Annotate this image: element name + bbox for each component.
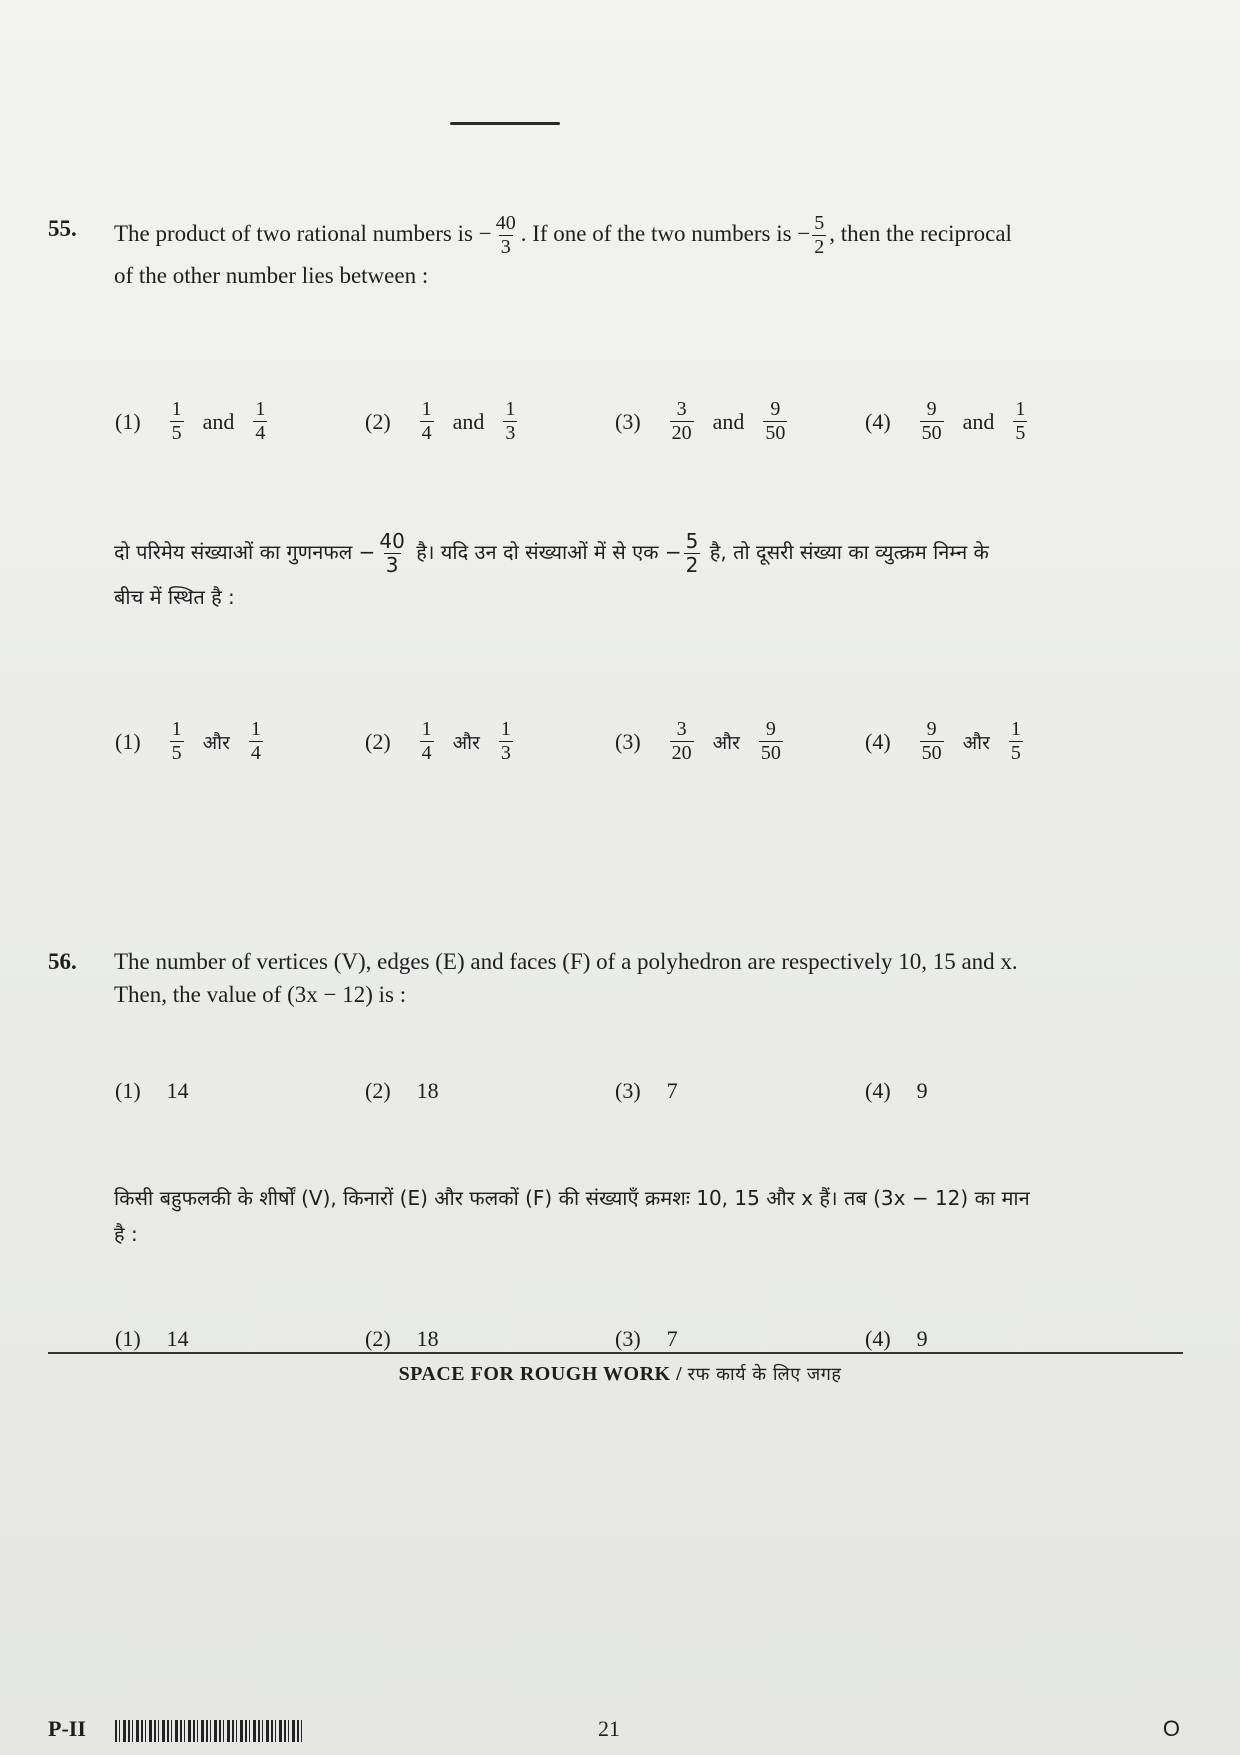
option-number: (4) <box>865 408 891 434</box>
option-value: 9 <box>916 1326 928 1351</box>
q55-frac2-sign: − <box>797 220 811 246</box>
option-conjunction: और <box>452 731 480 754</box>
q55-hindi-line2: बीच में स्थित है : <box>114 585 235 609</box>
option-3 <box>615 718 786 765</box>
option-fraction-b-denominator: 50 <box>765 422 786 444</box>
option-conjunction: and <box>962 408 995 434</box>
page-number: 21 <box>598 1716 620 1741</box>
option-fraction-b <box>1013 398 1027 445</box>
option-number: (3) <box>615 408 641 434</box>
option-fraction-a <box>170 718 184 765</box>
option-fraction-b-denominator: 5 <box>1015 422 1026 444</box>
q55-text-part1: The product of two rational numbers is <box>114 220 473 246</box>
option-fraction-b-denominator: 4 <box>255 422 266 444</box>
option-fraction-a <box>420 398 434 445</box>
option-fraction-a-numerator: 3 <box>676 398 687 420</box>
option-number: (1) <box>115 728 141 754</box>
paper-code: P-II <box>48 1716 86 1741</box>
q55-text-part3: , then the reciprocal <box>829 220 1012 246</box>
q55-hindi-part3: है, तो दूसरी संख्या का व्युत्क्रम निम्न के <box>709 540 989 564</box>
q55-text-line2: of the other number lies between : <box>114 263 429 288</box>
option-fraction-a-denominator: 5 <box>171 422 182 444</box>
divider-line <box>48 1352 1183 1354</box>
option-conjunction: और <box>712 731 740 754</box>
question-55-english <box>48 212 1198 292</box>
option-value: 7 <box>666 1326 678 1351</box>
option-fraction-b <box>763 398 787 445</box>
option-conjunction: और <box>202 731 230 754</box>
rough-work-hindi: रफ कार्य के लिए जगह <box>687 1364 842 1385</box>
option-fraction-a-numerator: 1 <box>421 398 432 420</box>
option-2 <box>365 1326 439 1352</box>
option-4 <box>865 718 1026 765</box>
option-fraction-b-numerator: 1 <box>1010 718 1021 740</box>
option-fraction-a <box>670 398 694 445</box>
option-fraction-a-numerator: 1 <box>171 398 182 420</box>
option-fraction-a-numerator: 3 <box>676 718 687 740</box>
option-fraction-b-numerator: 1 <box>1015 398 1026 420</box>
option-value: 9 <box>916 1078 928 1103</box>
option-3 <box>615 1326 678 1352</box>
q55-text-part2: . If one of the two numbers is <box>520 220 792 246</box>
option-number: (3) <box>615 728 641 754</box>
option-4 <box>865 1326 928 1352</box>
option-2 <box>365 1078 439 1104</box>
option-3 <box>615 1078 678 1104</box>
option-fraction-b <box>503 398 517 445</box>
q56-hindi-line2: है : <box>114 1222 138 1246</box>
question-number: 55. <box>48 216 77 241</box>
option-fraction-a-denominator: 5 <box>171 742 182 764</box>
option-fraction-b-denominator: 3 <box>500 742 511 764</box>
option-1 <box>115 1078 189 1104</box>
option-fraction-b <box>1009 718 1023 765</box>
option-fraction-a-denominator: 50 <box>921 422 942 444</box>
option-fraction-b-numerator: 1 <box>505 398 516 420</box>
question-56-hindi <box>48 1180 1198 1252</box>
option-fraction-a-denominator: 4 <box>421 742 432 764</box>
option-fraction-b-denominator: 3 <box>505 422 516 444</box>
option-value: 14 <box>166 1078 189 1103</box>
option-4 <box>865 1078 928 1104</box>
option-1 <box>115 398 270 445</box>
option-fraction-a <box>170 398 184 445</box>
option-fraction-b-denominator: 5 <box>1010 742 1021 764</box>
option-value: 18 <box>416 1326 439 1351</box>
option-value: 18 <box>416 1078 439 1103</box>
option-fraction-b <box>253 398 267 445</box>
option-fraction-a <box>670 718 694 765</box>
question-55-hindi <box>48 530 1198 617</box>
option-number: (2) <box>365 1326 391 1351</box>
option-2 <box>365 718 516 765</box>
option-number: (1) <box>115 1326 141 1351</box>
option-value: 14 <box>166 1326 189 1351</box>
rough-work-english: SPACE FOR ROUGH WORK / <box>398 1363 683 1385</box>
option-fraction-a-numerator: 9 <box>926 398 937 420</box>
q55-hindi-frac2-sign: − <box>664 540 682 564</box>
rough-work-heading <box>0 1362 1240 1386</box>
option-fraction-b <box>759 718 783 765</box>
option-number: (4) <box>865 1078 891 1103</box>
q55-hindi-fraction-2: $\frac{5}{2}$ <box>685 529 699 577</box>
option-number: (4) <box>865 728 891 754</box>
q55-fraction-1: $\frac{40}{3}$ <box>495 212 516 258</box>
option-conjunction: and <box>712 408 745 434</box>
question-number: 56. <box>48 949 77 974</box>
option-fraction-a-numerator: 1 <box>171 718 182 740</box>
option-fraction-b-numerator: 1 <box>500 718 511 740</box>
option-fraction-b-denominator: 50 <box>760 742 781 764</box>
option-conjunction: and <box>452 408 485 434</box>
option-1 <box>115 1326 189 1352</box>
question-56-english <box>48 945 1198 1012</box>
option-value: 7 <box>666 1078 678 1103</box>
option-number: (2) <box>365 1078 391 1103</box>
option-fraction-b <box>249 718 263 765</box>
option-3 <box>615 398 790 445</box>
option-fraction-a-denominator: 50 <box>921 742 942 764</box>
option-number: (1) <box>115 408 141 434</box>
set-code: O <box>1162 1716 1180 1741</box>
option-fraction-a-denominator: 20 <box>671 742 692 764</box>
q55-fraction-2: $\frac{5}{2}$ <box>814 212 825 258</box>
q56-hindi-line1: किसी बहुफलकी के शीर्षों (V), किनारों (E) और फलकों (F) की संख्याएँ क्रमशः 10, 15 और x हैं। तब (3x − 12) का मान <box>114 1186 1030 1210</box>
option-fraction-b-denominator: 4 <box>250 742 261 764</box>
option-fraction-b-numerator: 9 <box>765 718 776 740</box>
option-fraction-a <box>420 718 434 765</box>
option-number: (4) <box>865 1326 891 1351</box>
option-number: (3) <box>615 1078 641 1103</box>
option-fraction-a-denominator: 4 <box>421 422 432 444</box>
option-fraction-b-numerator: 1 <box>255 398 266 420</box>
option-fraction-a-numerator: 1 <box>421 718 432 740</box>
option-fraction-a <box>920 718 944 765</box>
option-conjunction: और <box>962 731 990 754</box>
option-conjunction: and <box>202 408 235 434</box>
option-number: (1) <box>115 1078 141 1103</box>
option-fraction-b-numerator: 9 <box>770 398 781 420</box>
option-number: (2) <box>365 728 391 754</box>
option-number: (3) <box>615 1326 641 1351</box>
q55-hindi-part1: दो परिमेय संख्याओं का गुणनफल <box>114 540 353 564</box>
option-fraction-b-numerator: 1 <box>250 718 261 740</box>
q55-hindi-frac1-sign: − <box>358 540 376 564</box>
option-fraction-a-denominator: 20 <box>671 422 692 444</box>
q55-hindi-fraction-1: $\frac{40}{3}$ <box>379 529 405 577</box>
option-number: (2) <box>365 408 391 434</box>
option-1 <box>115 718 266 765</box>
option-2 <box>365 398 520 445</box>
q56-text-line2: Then, the value of (3x − 12) is : <box>114 982 407 1008</box>
q55-hindi-part2: है। यदि उन दो संख्याओं में से एक <box>416 540 659 564</box>
option-fraction-b <box>499 718 513 765</box>
barcode-icon <box>115 1720 305 1742</box>
top-mark <box>450 122 560 125</box>
q56-text-line1: The number of vertices (V), edges (E) and faces (F) of a polyhedron are respectively 10, 15 and x. <box>114 949 1018 974</box>
option-fraction-a-numerator: 9 <box>926 718 937 740</box>
q55-frac1-sign: − <box>478 220 492 246</box>
page-footer <box>0 1716 1240 1746</box>
option-4 <box>865 398 1030 445</box>
option-fraction-a <box>920 398 944 445</box>
